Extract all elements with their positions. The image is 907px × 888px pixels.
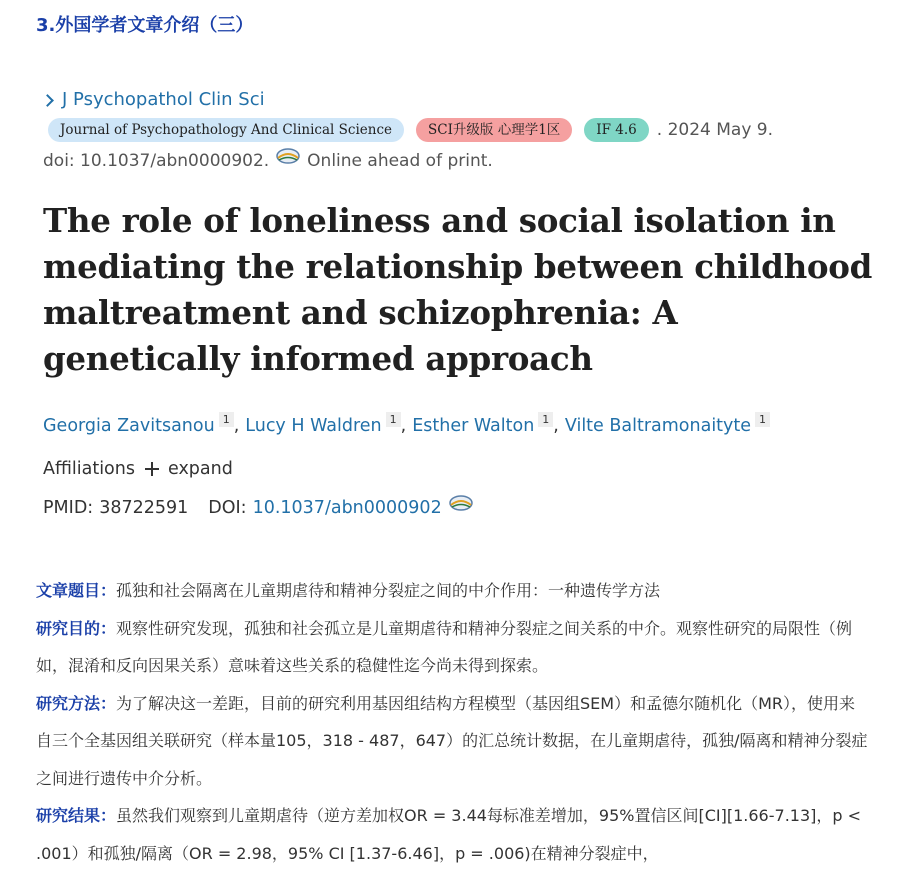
- publication-date: . 2024 May 9.: [656, 120, 774, 140]
- affiliation-number[interactable]: 1: [755, 412, 770, 427]
- publication-status: Online ahead of print.: [307, 151, 493, 171]
- summary-text: 孤独和社会隔离在儿童期虐待和精神分裂症之间的中介作用：一种遗传学方法: [116, 581, 661, 600]
- affiliations-label: Affiliations: [43, 459, 135, 479]
- affiliation-number[interactable]: 1: [386, 412, 401, 427]
- author-link[interactable]: Georgia Zavitsanou: [43, 416, 215, 436]
- full-text-link-icon[interactable]: [448, 494, 474, 512]
- author-link[interactable]: Esther Walton: [412, 416, 535, 436]
- impact-factor-badge: IF 4.6: [584, 118, 648, 142]
- full-text-link-icon[interactable]: [275, 147, 301, 165]
- doi-line: [43, 151, 493, 171]
- doi-link[interactable]: 10.1037/abn0000902: [252, 498, 442, 518]
- summary-paragraph: [36, 572, 868, 610]
- chinese-summary: [36, 572, 868, 872]
- summary-label: 文章题目：: [36, 581, 117, 600]
- journal-abbrev[interactable]: J Psychopathol Clin Sci: [62, 89, 265, 110]
- expand-button[interactable]: expand: [167, 459, 233, 479]
- affiliations-toggle[interactable]: [43, 459, 233, 479]
- summary-text: 虽然我们观察到儿童期虐待（逆方差加权OR = 3.44每标准差增加，95%置信区间[CI][1.66-7.13]，p < .001）和孤独/隔离（OR = 2.98，95% CI [1.37-6.46]，p = .006)在精神分裂症中，: [36, 806, 862, 863]
- article-title: The role of loneliness and social isolation in mediating the relationship between childhood maltreatment and schizophrenia: A genetically informed approach: [43, 201, 873, 378]
- journal-name-badge: Journal of Psychopathology And Clinical Science: [48, 118, 404, 142]
- journal-badges: [48, 117, 773, 143]
- summary-text: 观察性研究发现，孤独和社会孤立是儿童期虐待和精神分裂症之间关系的中介。观察性研究的局限性（例如，混淆和反向因果关系）意味着这些关系的稳健性迄今尚未得到探索。: [36, 618, 853, 675]
- affiliation-number[interactable]: 1: [538, 412, 553, 427]
- affiliation-number[interactable]: 1: [219, 412, 234, 427]
- author-list: Georgia Zavitsanou $^1$ , Lucy H Waldren $^1$ , Esther Walton $^1$ , Vilte Baltramonaityte $^1$: [43, 412, 770, 436]
- sci-rank-badge: SCI升级版 心理学1区: [416, 118, 572, 142]
- pmid-value: 38722591: [99, 498, 189, 518]
- author-link[interactable]: Lucy H Waldren: [245, 416, 382, 436]
- doi-label: DOI:: [208, 498, 247, 518]
- chevron-right-icon: [41, 94, 54, 107]
- summary-paragraph: [36, 685, 868, 798]
- pmid-label: PMID:: [43, 498, 94, 518]
- section-heading: 3.外国学者文章介绍（三）: [36, 15, 254, 36]
- summary-paragraph: [36, 610, 868, 685]
- summary-label: 研究方法：: [36, 693, 117, 713]
- doi-text: doi: 10.1037/abn0000902.: [43, 151, 270, 171]
- plus-icon[interactable]: [145, 462, 159, 476]
- identifiers: [43, 498, 480, 518]
- author-link[interactable]: Vilte Baltramonaityte: [564, 416, 752, 436]
- journal-link[interactable]: [43, 89, 265, 110]
- summary-paragraph: [36, 797, 868, 872]
- summary-text: 为了解决这一差距，目前的研究利用基因组结构方程模型（基因组SEM）和孟德尔随机化（MR），使用来自三个全基因组关联研究（样本量105，318 - 487，647）的汇总统计数据，在儿童期虐待，孤独/隔离和精神分裂症之间进行遗传中介分析。: [36, 693, 868, 788]
- summary-label: 研究目的：: [36, 618, 117, 638]
- summary-label: 研究结果：: [36, 806, 117, 825]
